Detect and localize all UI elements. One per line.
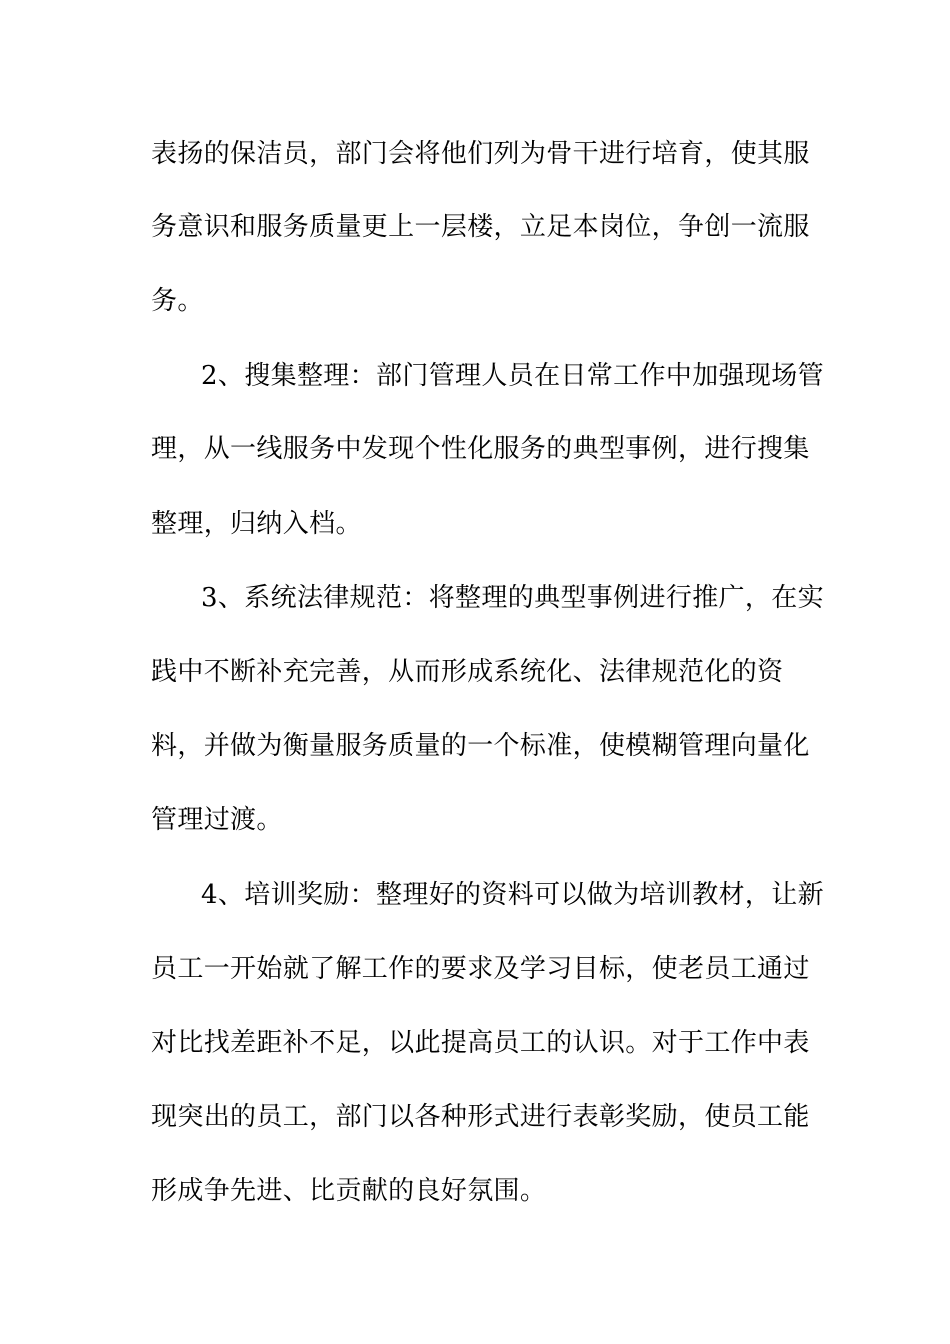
text-line: 料，并做为衡量服务质量的一个标准，使模糊管理向量化 bbox=[151, 731, 810, 761]
text-line: 务。 bbox=[151, 286, 204, 316]
text-line: 务意识和服务质量更上一层楼，立足本岗位，争创一流服 bbox=[151, 212, 810, 242]
text-line: 形成争先进、比贡献的良好氛围。 bbox=[151, 1176, 547, 1206]
text-line: 对比找差距补不足，以此提高员工的认识。对于工作中表 bbox=[151, 1028, 810, 1058]
text-line: 现突出的员工，部门以各种形式进行表彰奖励，使员工能 bbox=[151, 1102, 810, 1132]
text-line: 表扬的保洁员，部门会将他们列为骨干进行培育，使其服 bbox=[151, 139, 810, 169]
paragraph-4-first-line: 4、培训奖励：整理好的资料可以做为培训教材，让新 bbox=[201, 880, 824, 910]
text-line: 理，从一线服务中发现个性化服务的典型事例，进行搜集 bbox=[151, 434, 810, 464]
text-line: 整理，归纳入档。 bbox=[151, 509, 362, 539]
text-line: 践中不断补充完善，从而形成系统化、法律规范化的资 bbox=[151, 657, 784, 687]
paragraph-2-first-line: 2、搜集整理：部门管理人员在日常工作中加强现场管 bbox=[201, 361, 824, 391]
text-line: 员工一开始就了解工作的要求及学习目标，使老员工通过 bbox=[151, 954, 810, 984]
paragraph-3-first-line: 3、系统法律规范：将整理的典型事例进行推广，在实 bbox=[201, 583, 824, 613]
text-line: 管理过渡。 bbox=[151, 805, 283, 835]
